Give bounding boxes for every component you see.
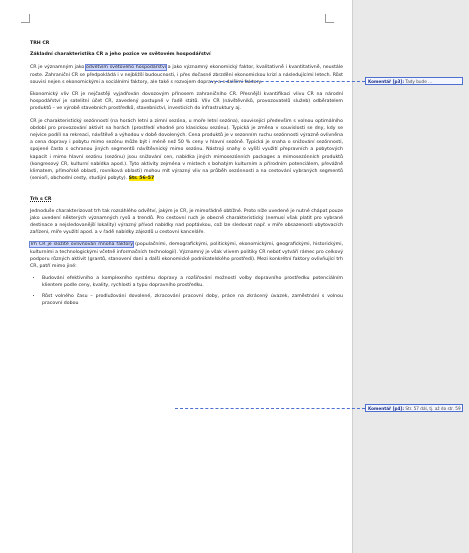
subsection-heading: Trh s CR xyxy=(30,197,52,203)
list-item: • Budování efektivního a komplexního systému dopravy a rozšiřování možností volby dopravního prostředku potenciálním klientem podle ceny, kvality, rychlosti a typu dopravního prostředku. xyxy=(42,275,343,289)
comment-text: Str. 57 dál, tj. až do str. 59 xyxy=(405,406,461,411)
comment-balloon-p4[interactable] xyxy=(365,404,463,412)
page-reference-highlight: Str. 56-57 xyxy=(128,176,155,182)
list-item: • Růst volného času – prodlužování dovolené, zkracování pracovní doby, práce na zkrácený úvazek, zaměstnání s volnou pracovní dobou xyxy=(42,293,343,307)
paragraph-1 xyxy=(30,64,343,86)
comment-label: Komentář [p3]: xyxy=(368,79,404,84)
section-heading: Základní charakteristika CR a jeho pozice ve světovém hospodářství xyxy=(30,52,211,58)
page-margin-corner-top-left xyxy=(21,14,30,23)
paragraph-1-rest: a jako významný ekonomický faktor, kvalitativně i kvantitativně, neustále roste. Zahraniční CR se předpokládá i v nejbližší budoucnosti, i přes dočasné zbrzdění ekonomickou krizí a následujícími letech. Růst souvisí nejen s ekonomickými a sociálními faktory, ale také s rozvojem dopravy a s dalšími faktory. xyxy=(30,65,343,85)
paragraph-3 xyxy=(30,118,343,183)
paragraph-3-text: CR je charakteristický sezónností (na horách letní a zimní sezóna, u moře letní sezóna), související především s volnou optimálního období pro provozování aktivit na horách (prostředí vhodné pro klasickou sezónu). Typická je změna v souvislosti se dny, kdy se nejvíce podílí na rekreaci, návštěvě a výhodou v době dovolených. Cena produktů je v sezonním ruchu sezónnosti výrazně ovlivněna a cena dopravy i pobytu mimo sezónu může být i méně než 50 % ceny v hlavní sezóně. Typická je snaha o snižování sezónnosti, spojené často s ochranou jiných segmentů návštěvnický mimo sezónu. Nástroji snahy o vyšší využití přepravních a pobytových kapacit i mimo hlavní sezónu (sezónu) jsou snižování cen, nabídka jiných mimosezónních packages a mimosezónních produktů (kongresový CR, kulturní nabídka apod.). Tyto aktivity zejména v místech s bohatým kulturním a přírodním potenciálem, převážně klimatem, přímořské oblasti, rovníková oblasti) mohou mít výrazný vliv na průběh sezónnosti a na cestování vybraných segmentů (senioři, obchodní cesty, studijní pobyty). xyxy=(30,118,343,182)
page-margin-corner-top-right xyxy=(325,14,334,23)
document-title: TRH CR xyxy=(30,41,50,46)
paragraph-1-start: CR je významným jako xyxy=(30,65,85,71)
comment-anchor-p3[interactable]: odvětvím světového hospodářství xyxy=(86,65,167,71)
paragraph-5 xyxy=(30,241,343,270)
paragraph-5-rest: (populačními, demografickými, politickými, ekonomickými, geografickými, historickými, kulturními a technologickými včetně informačních technologií). Významný je však vlivem politiky CR neboť vytváří rámec pro celkový podporu různých aktivit (grantů, stanovení daní a další ekonomické podnikatelského prostředí). Mezi konkrétní faktory ovlivňující trh CR, patří mimo jiné: xyxy=(30,242,343,270)
comment-balloon-p3[interactable] xyxy=(365,77,463,85)
paragraph-4: Jednoduše charakterizovat trh tak rozsáhlého odvětví, jakým je CR, je mimořádně obtížné. Proto níže uvedené je nutné chápat pouze jako uvedení některých významných rysů a trendů. Pro cestovní ruch je obecně charakteristický (nemusí však platit pro vybrané destinace a nejsledovanější lokality) výrazný přívod nabídky nad poptávkou, což lze sledovat např. v míře obsazenosti ubytovacích zařízení, míře využití apod. a v řadě nabídky zájezdů u cestovní kanceláře. xyxy=(30,208,343,236)
comment-anchor-p4[interactable]: Trh CR je složitě ovlivňován mnoha faktory xyxy=(30,242,134,248)
paragraph-2: Ekonomický vliv CR je nejčastěji vyjadřován dovozovým přínosem zahraničního CR. Přesnější kvantifikaci vlivu CR na národní hospodářství je satelitní účet CR, zavedený postupně v řadě států. Vliv CR (návštěvníků, provozovatelů služeb) odběratelem produktů – ve výrobě stavebních prostředků, stavebnictví, investicích do infrastruktury aj. xyxy=(30,92,343,112)
comment-connector-line xyxy=(210,81,365,82)
comment-label: Komentář [p4]: xyxy=(368,406,404,411)
factor-list xyxy=(30,275,343,307)
comment-text: Tady bude ... xyxy=(405,79,433,84)
comment-connector-line xyxy=(175,408,365,409)
